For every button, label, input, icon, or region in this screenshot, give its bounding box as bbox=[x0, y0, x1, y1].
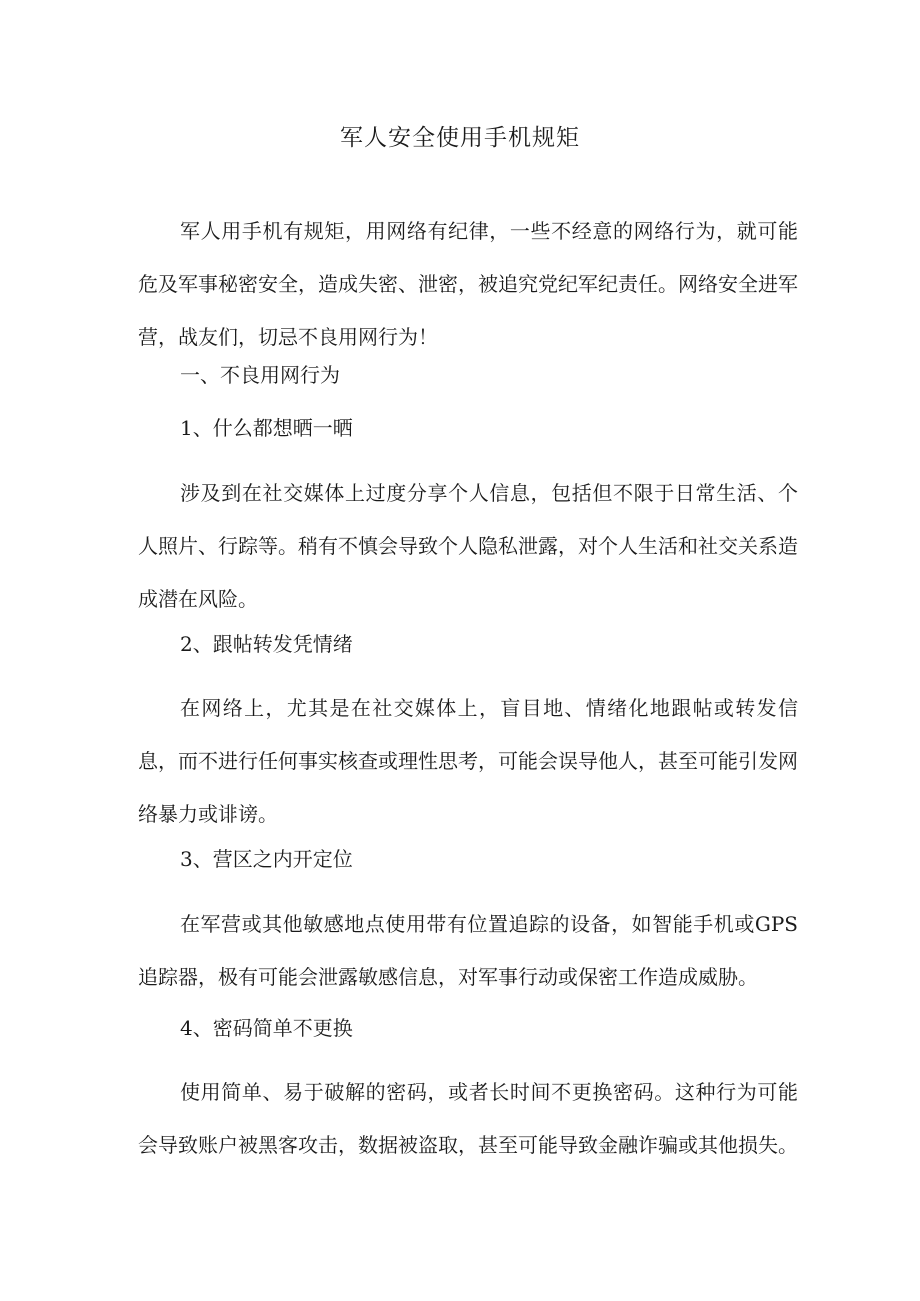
item-3-body: 在军营或其他敏感地点使用带有位置追踪的设备，如智能手机或GPS追踪器，极有可能会泄露敏感信息，对军事行动或保密工作造成威胁。 bbox=[138, 912, 798, 989]
item-4-heading: 4、密码简单不更换 bbox=[180, 1016, 353, 1040]
document-title: 军人安全使用手机规矩 bbox=[340, 125, 580, 151]
item-1-heading: 1、什么都想晒一晒 bbox=[180, 416, 353, 440]
item-1-body: 涉及到在社交媒体上过度分享个人信息，包括但不限于日常生活、个人照片、行踪等。稍有不慎会导致个人隐私泄露，对个人生活和社交关系造成潜在风险。 bbox=[138, 481, 798, 611]
item-4-body: 使用简单、易于破解的密码，或者长时间不更换密码。这种行为可能会导致账户被黑客攻击，数据被盗取，甚至可能导致金融诈骗或其他损失。 bbox=[138, 1080, 798, 1157]
item-2-heading: 2、跟帖转发凭情绪 bbox=[180, 632, 353, 656]
item-2-body: 在网络上，尤其是在社交媒体上，盲目地、情绪化地跟帖或转发信息，而不进行任何事实核查或理性思考，可能会误导他人，甚至可能引发网络暴力或诽谤。 bbox=[138, 696, 798, 826]
item-3-heading: 3、营区之内开定位 bbox=[180, 847, 353, 871]
intro-paragraph: 军人用手机有规矩，用网络有纪律，一些不经意的网络行为，就可能危及军事秘密安全，造成失密、泄密，被追究党纪军纪责任。网络安全进军营，战友们，切忌不良用网行为！ bbox=[138, 219, 798, 349]
section-heading: 一、不良用网行为 bbox=[180, 363, 340, 387]
